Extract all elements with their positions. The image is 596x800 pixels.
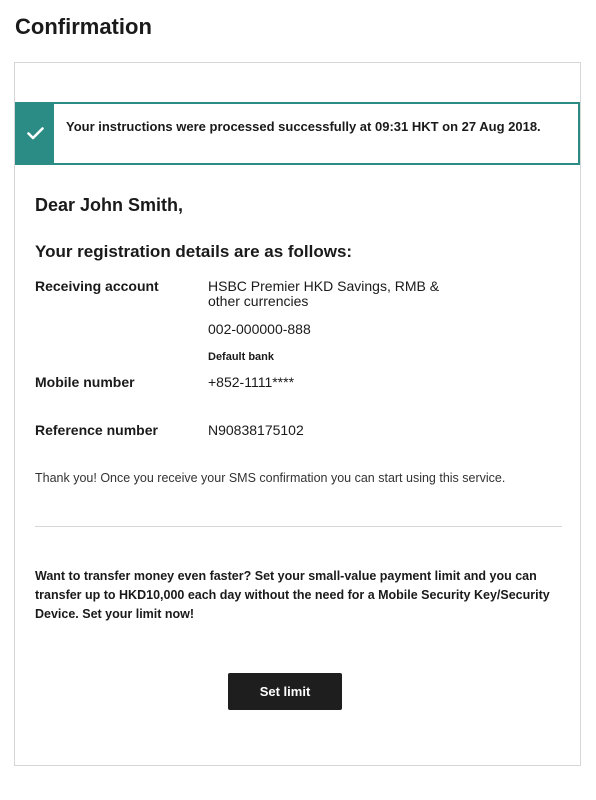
- divider: [35, 526, 562, 527]
- reference-number-label: Reference number: [35, 422, 158, 438]
- promo-text: Want to transfer money even faster? Set your small-value payment limit and you can transfer up to HKD10,000 each day without the need for a Mobile Security Key/Security Device. Set your limit now!: [35, 569, 550, 621]
- receiving-account-name: HSBC Premier HKD Savings, RMB & other currencies: [208, 278, 440, 309]
- receiving-account-label: Receiving account: [35, 278, 159, 294]
- mobile-number-label: Mobile number: [35, 374, 135, 390]
- check-icon: [27, 127, 44, 140]
- details-heading: Your registration details are as follows:: [35, 242, 353, 261]
- set-limit-button[interactable]: Set limit: [228, 673, 342, 710]
- page-title: Confirmation: [15, 14, 152, 39]
- reference-number-value: N90838175102: [208, 422, 304, 438]
- thanks-text: Thank you! Once you receive your SMS confirmation you can start using this service.: [35, 471, 506, 485]
- receiving-account-number: 002-000000-888: [208, 321, 311, 337]
- greeting: Dear John Smith,: [35, 195, 184, 215]
- success-icon-box: [17, 104, 54, 163]
- default-bank-note: Default bank: [208, 351, 275, 363]
- confirmation-card: [14, 62, 581, 766]
- mobile-number-value: +852-1111****: [208, 374, 295, 390]
- success-message: Your instructions were processed successfully at 09:31 HKT on 27 Aug 2018.: [66, 119, 541, 134]
- success-banner: [15, 102, 580, 165]
